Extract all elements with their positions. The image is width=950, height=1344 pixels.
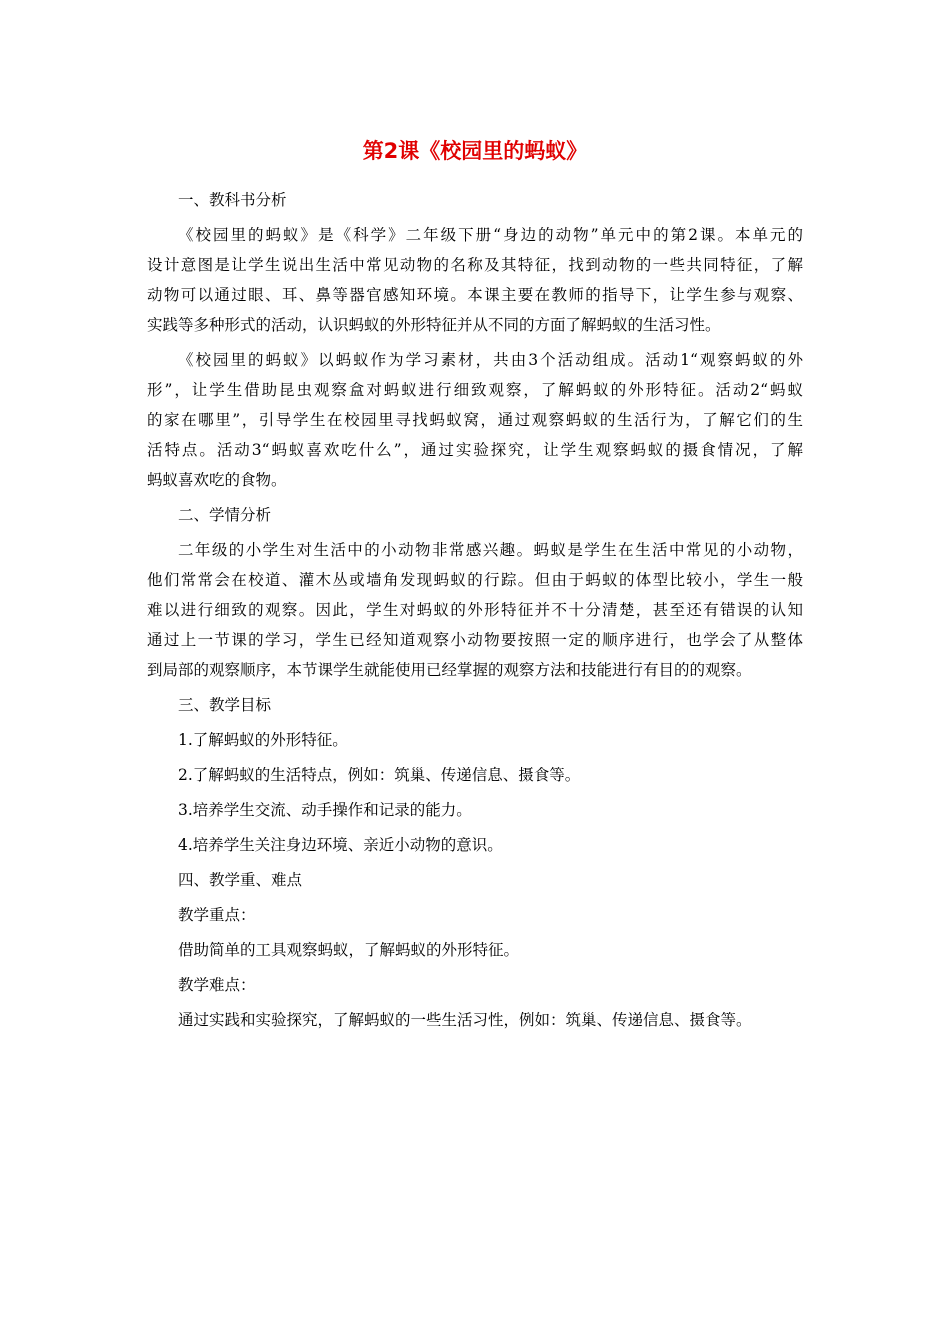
text-line: 动物可以通过眼、耳、鼻等器官感知环境。本课主要在教师的指导下，让学生参与观察、 [147, 286, 803, 304]
list-item: 2.了解蚂蚁的生活特点，例如：筑巢、传递信息、摄食等。 [178, 766, 581, 784]
difficulty-label: 教学难点： [178, 976, 256, 994]
list-item: 1.了解蚂蚁的外形特征。 [178, 731, 348, 749]
text-line: 《校园里的蚂蚁》以蚂蚁作为学习素材，共由3个活动组成。活动1“观察蚂蚁的外 [178, 351, 803, 369]
text-line: 形”，让学生借助昆虫观察盒对蚂蚁进行细致观察，了解蚂蚁的外形特征。活动2“蚂蚁 [147, 381, 803, 399]
key-point-text: 借助简单的工具观察蚂蚁，了解蚂蚁的外形特征。 [178, 941, 520, 959]
text-line: 二年级的小学生对生活中的小动物非常感兴趣。蚂蚁是学生在生活中常见的小动物， [178, 541, 803, 559]
text-line: 蚂蚁喜欢吃的食物。 [147, 471, 287, 489]
difficulty-text: 通过实践和实验探究，了解蚂蚁的一些生活习性，例如：筑巢、传递信息、摄食等。 [178, 1011, 752, 1029]
paragraph [147, 220, 803, 340]
paragraph [147, 345, 803, 495]
section-heading-teaching-goals: 三、教学目标 [178, 696, 272, 714]
key-point-label: 教学重点： [178, 906, 256, 924]
list-item: 3.培养学生交流、动手操作和记录的能力。 [178, 801, 472, 819]
section-heading-key-points: 四、教学重、难点 [178, 871, 303, 889]
text-line: 设计意图是让学生说出生活中常见动物的名称及其特征，找到动物的一些共同特征，了解 [147, 256, 803, 274]
paragraph [147, 535, 803, 685]
text-line: 实践等多种形式的活动，认识蚂蚁的外形特征并从不同的方面了解蚂蚁的生活习性。 [147, 316, 721, 334]
text-line: 《校园里的蚂蚁》是《科学》二年级下册“身边的动物”单元中的第2课。本单元的 [178, 226, 803, 244]
section-heading-textbook-analysis: 一、教科书分析 [178, 191, 287, 209]
list-item: 4.培养学生关注身边环境、亲近小动物的意识。 [178, 836, 503, 854]
document-body [147, 185, 803, 1040]
text-line: 活特点。活动3“蚂蚁喜欢吃什么”，通过实验探究，让学生观察蚂蚁的摄食情况，了解 [147, 441, 803, 459]
page-title: 第2课《校园里的蚂蚁》 [362, 139, 588, 163]
text-line: 难以进行细致的观察。因此，学生对蚂蚁的外形特征并不十分清楚，甚至还有错误的认知 [147, 601, 803, 619]
text-line: 的家在哪里”，引导学生在校园里寻找蚂蚁窝，通过观察蚂蚁的生活行为，了解它们的生 [147, 411, 803, 429]
section-heading-student-analysis: 二、学情分析 [178, 506, 272, 524]
text-line: 他们常常会在校道、灌木丛或墙角发现蚂蚁的行踪。但由于蚂蚁的体型比较小，学生一般 [147, 571, 803, 589]
text-line: 通过上一节课的学习，学生已经知道观察小动物要按照一定的顺序进行，也学会了从整体 [147, 631, 803, 649]
text-line: 到局部的观察顺序，本节课学生就能使用已经掌握的观察方法和技能进行有目的的观察。 [147, 661, 752, 679]
